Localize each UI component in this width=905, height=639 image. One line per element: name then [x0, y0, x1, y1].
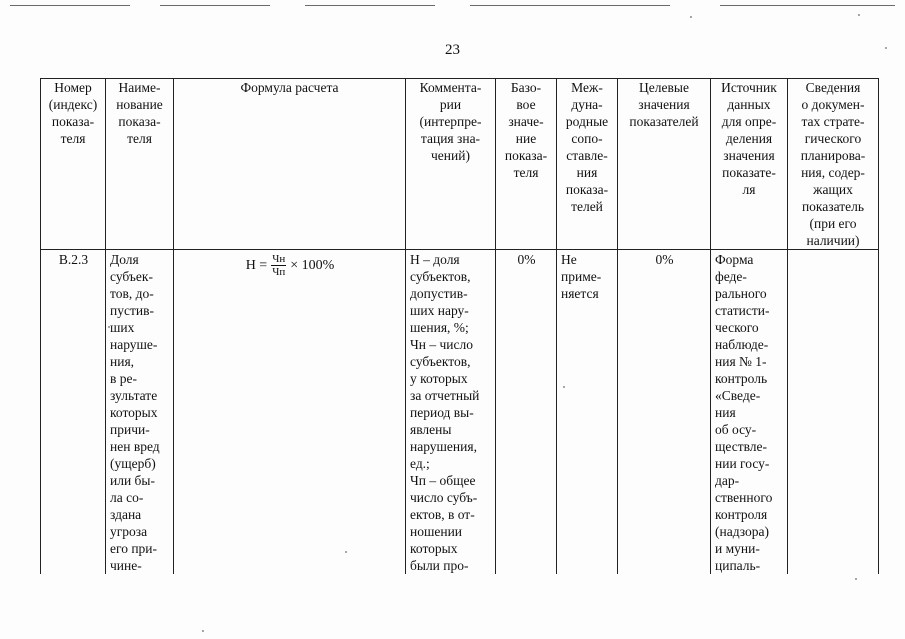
cell-line: угроза — [110, 524, 148, 539]
header-line: (индекс) — [48, 97, 98, 112]
scan-artifact-line — [10, 5, 130, 6]
cell-line: дар- — [715, 473, 740, 488]
cell-line: Доля — [110, 252, 139, 267]
header-line: ля — [742, 182, 756, 197]
cell-line: период вы- — [410, 405, 474, 420]
cell-line: которых — [110, 405, 158, 420]
cell-line: (ущерб) — [110, 456, 156, 471]
header-line: значения — [638, 97, 690, 112]
scan-speck — [202, 630, 204, 632]
cell-line: у которых — [410, 371, 468, 386]
formula-numerator: Чн — [272, 253, 286, 265]
cell-line: феде- — [715, 269, 747, 284]
cell-base-value: 0% — [496, 250, 557, 575]
cell-line: субъек- — [110, 269, 153, 284]
cell-indicator-index: В.2.3 — [41, 250, 106, 575]
cell-line: ния — [715, 405, 736, 420]
cell-indicator-name — [106, 250, 174, 575]
cell-line: рального — [715, 286, 767, 301]
cell-line: и муни- — [715, 541, 760, 556]
formula-fraction — [271, 253, 286, 278]
header-line: теля — [127, 131, 152, 146]
header-line: чений) — [431, 148, 470, 163]
cell-line: были про- — [410, 558, 469, 573]
cell-line: ектов, в от- — [410, 507, 475, 522]
scan-speck — [858, 14, 860, 16]
header-line: Источник — [721, 80, 777, 95]
header-line: вое — [516, 97, 536, 112]
header-line: Сведения — [805, 80, 861, 95]
header-international-comparisons — [557, 79, 618, 250]
cell-line: нии госу- — [715, 456, 770, 471]
cell-line: Н – доля — [410, 252, 460, 267]
page-number: 23 — [445, 42, 460, 58]
cell-line: ственного — [715, 490, 773, 505]
cell-strategic-documents — [788, 250, 879, 575]
header-line: нование — [116, 97, 163, 112]
header-line: показателей — [629, 114, 699, 129]
header-line: жащих — [813, 182, 853, 197]
cell-line: явлены — [410, 422, 452, 437]
header-data-source — [711, 79, 788, 250]
cell-line: чине- — [110, 558, 142, 573]
cell-international-comparisons — [557, 250, 618, 575]
cell-line: Чп – общее — [410, 473, 476, 488]
cell-line: об осу- — [715, 422, 757, 437]
cell-formula — [174, 250, 406, 575]
header-line: о докумен- — [801, 97, 865, 112]
scan-speck — [690, 16, 692, 18]
cell-comments — [406, 250, 496, 575]
cell-line: нен вред — [110, 439, 160, 454]
header-line: значе- — [508, 114, 544, 129]
cell-line: ческого — [715, 320, 759, 335]
header-line: дуна- — [571, 97, 603, 112]
header-line: показа- — [118, 114, 161, 129]
header-line: Целевые — [639, 80, 689, 95]
header-target-values — [618, 79, 711, 250]
cell-line: причи- — [110, 422, 150, 437]
cell-line: за отчетный — [410, 388, 480, 403]
scan-artifact-line — [470, 5, 670, 6]
header-line: ние — [515, 131, 537, 146]
header-line: теля — [60, 131, 86, 146]
header-line: показатель — [801, 199, 865, 214]
header-line: тация зна- — [420, 131, 481, 146]
cell-line: зультате — [110, 388, 158, 403]
header-line: деления — [725, 131, 773, 146]
cell-line: субъектов, — [410, 269, 471, 284]
header-line: показа- — [504, 148, 548, 163]
cell-line: тов, до- — [110, 286, 154, 301]
cell-line: в ре- — [110, 371, 137, 386]
cell-line: (надзора) — [715, 524, 769, 539]
header-base-value — [496, 79, 557, 250]
cell-line: его при- — [110, 541, 158, 556]
header-indicator-index — [41, 79, 106, 250]
header-line: (при его — [809, 216, 857, 231]
header-line: значения — [723, 148, 775, 163]
table-row — [41, 250, 879, 575]
header-line: наличии) — [806, 233, 860, 248]
cell-line: контроля — [715, 507, 768, 522]
cell-line: Чн – число — [410, 337, 473, 352]
formula-expression — [178, 253, 402, 278]
header-line: Наиме- — [118, 80, 161, 95]
header-line: показа- — [565, 182, 609, 197]
header-indicator-name — [106, 79, 174, 250]
cell-line: контроль — [715, 371, 768, 386]
cell-line: «Сведе- — [715, 388, 761, 403]
header-line: данных — [727, 97, 771, 112]
cell-line: допустив- — [410, 286, 468, 301]
header-line: рии — [439, 97, 462, 112]
header-line: ния, содер- — [801, 165, 865, 180]
header-strategic-documents — [788, 79, 879, 250]
header-line: телей — [571, 199, 603, 214]
scan-artifact-line — [720, 5, 895, 6]
formula-denominator: Чп — [272, 266, 286, 278]
header-line: Коммента- — [419, 80, 482, 95]
cell-line: приме- — [561, 269, 602, 284]
cell-line: наруше- — [110, 337, 158, 352]
header-line: сопо- — [571, 131, 603, 146]
cell-data-source — [711, 250, 788, 575]
cell-line: ния № 1- — [715, 354, 767, 369]
cell-target-value: 0% — [618, 250, 711, 575]
scan-speck — [855, 578, 857, 580]
cell-line: ла со- — [110, 490, 144, 505]
header-comments — [406, 79, 496, 250]
cell-line: шения, %; — [410, 320, 469, 335]
scan-artifact-line — [305, 5, 435, 6]
header-calculation-formula — [174, 79, 406, 250]
cell-line: ципаль- — [715, 558, 761, 573]
cell-line: число субъ- — [410, 490, 478, 505]
cell-line: пустив- — [110, 303, 154, 318]
header-line: Базо- — [510, 80, 542, 95]
header-line: ния — [576, 165, 598, 180]
header-line: тах страте- — [801, 114, 865, 129]
header-line: планирова- — [800, 148, 866, 163]
cell-line: ществле- — [715, 439, 768, 454]
header-line: показате- — [722, 165, 776, 180]
cell-line: которых — [410, 541, 458, 556]
cell-line: ед.; — [410, 456, 430, 471]
cell-line: или бы- — [110, 473, 155, 488]
cell-line: нарушения, — [410, 439, 477, 454]
cell-line: здана — [110, 507, 142, 522]
cell-line: няется — [561, 286, 599, 301]
cell-line: статисти- — [715, 303, 770, 318]
cell-line: наблюде- — [715, 337, 769, 352]
header-line: теля — [513, 165, 539, 180]
header-line: для опре- — [721, 114, 777, 129]
header-line: гического — [804, 131, 862, 146]
cell-line: Форма — [715, 252, 754, 267]
cell-line: Не — [561, 252, 577, 267]
header-line: Меж- — [571, 80, 603, 95]
header-line: ставле- — [566, 148, 608, 163]
header-line: Формула расчета — [240, 80, 339, 95]
cell-line: ших — [110, 320, 135, 335]
table-header-row — [41, 79, 879, 250]
cell-line: субъектов, — [410, 354, 471, 369]
header-line: Номер — [54, 80, 92, 95]
cell-line: ния, — [110, 354, 135, 369]
scan-artifact-line — [160, 5, 270, 6]
formula-rhs: × 100% — [290, 258, 335, 273]
header-line: (интерпре- — [419, 114, 482, 129]
indicator-table — [40, 78, 879, 574]
cell-line: ших нару- — [410, 303, 469, 318]
formula-lhs: Н = — [245, 258, 268, 273]
cell-line: ношении — [410, 524, 463, 539]
header-line: показа- — [51, 114, 95, 129]
header-line: родные — [565, 114, 609, 129]
